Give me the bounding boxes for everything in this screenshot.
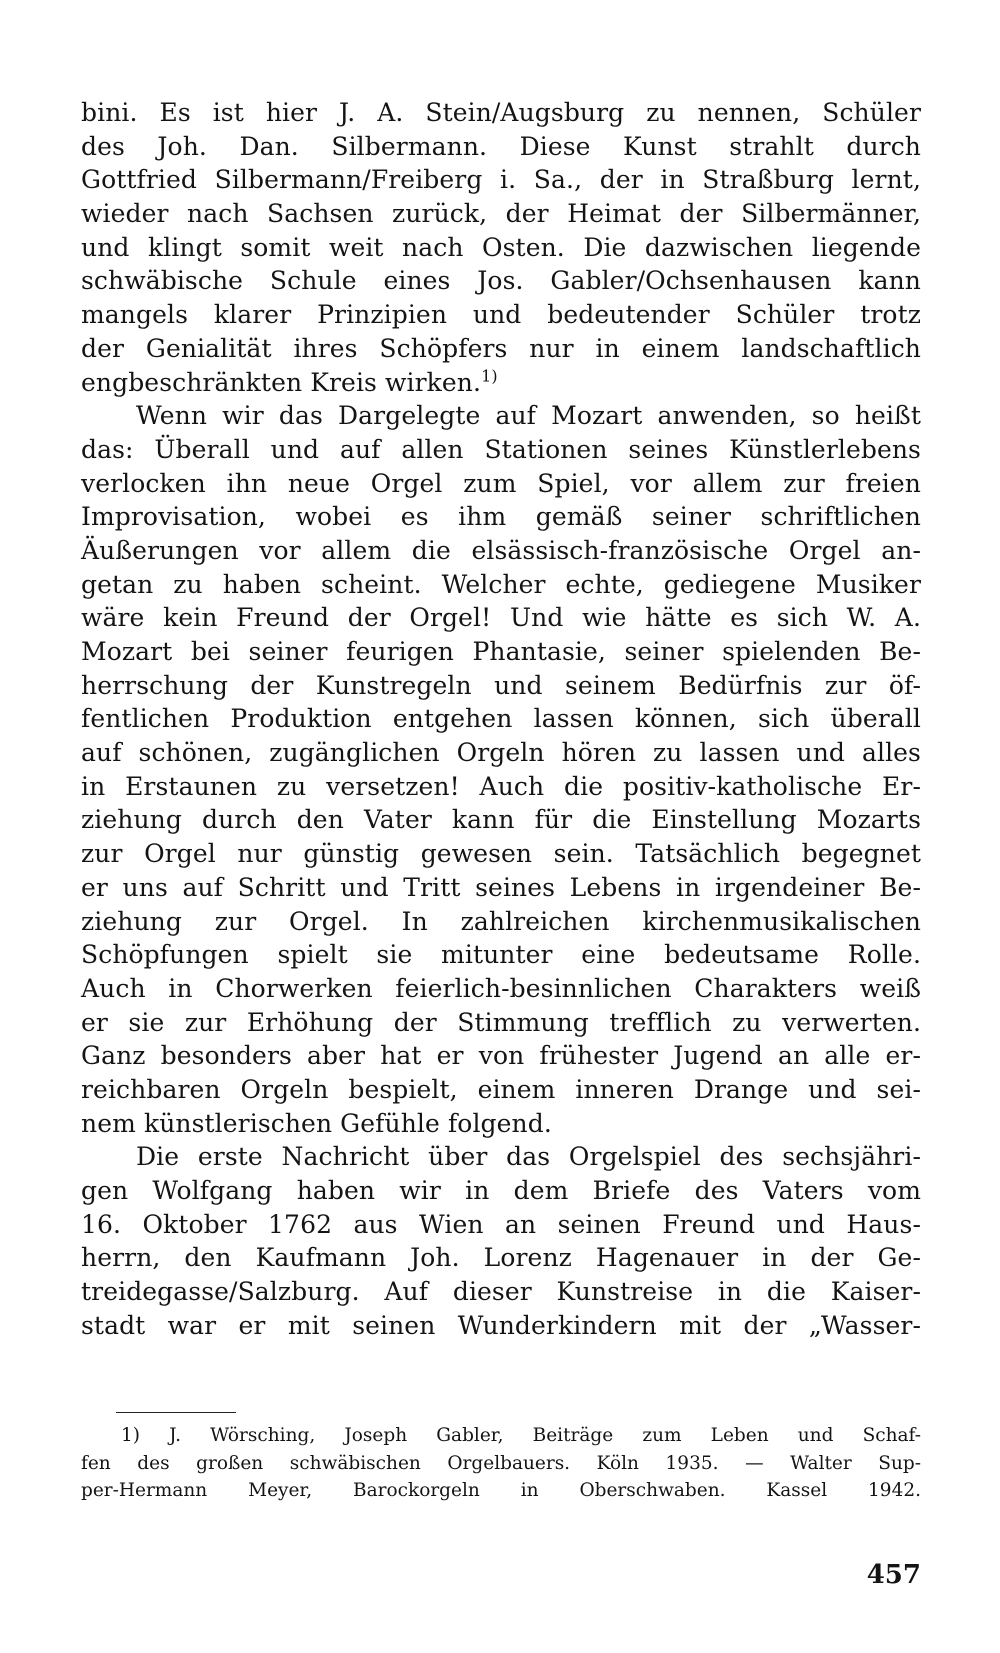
text-line: herrschung der Kunstregeln und seinem Bedürfnis zur öf-	[81, 670, 921, 700]
text-line: er sie zur Erhöhung der Stimmung trefflich zu verwerten.	[81, 1007, 921, 1037]
text-line: wieder nach Sachsen zurück, der Heimat der Silbermänner,	[81, 199, 921, 229]
paragraph-start-line: Die erste Nachricht über das Orgelspiel des sechsjähri-	[136, 1142, 921, 1172]
text-line: gen Wolfgang haben wir in dem Briefe des Vaters vom	[81, 1176, 921, 1205]
text-line	[81, 366, 921, 400]
text-line: Mozart bei seiner feurigen Phantasie, seiner spielenden Be-	[81, 637, 921, 666]
text-line: ziehung zur Orgel. In zahlreichen kirchenmusikalischen	[81, 906, 921, 936]
text-line: fentlichen Produktion entgehen lassen können, sich überall	[81, 704, 921, 734]
text-line: Auch in Chorwerken feierlich-besinnlichen Charakters weiß	[81, 973, 921, 1003]
text-line: mangels klarer Prinzipien und bedeutender Schüler trotz	[81, 300, 921, 330]
text-line: des Joh. Dan. Silbermann. Diese Kunst strahlt durch	[81, 131, 921, 161]
text-line: 16. Oktober 1762 aus Wien an seinen Freund und Haus-	[81, 1209, 921, 1239]
text-line: zur Orgel nur günstig gewesen sein. Tatsächlich begegnet	[81, 839, 921, 869]
text-line: Ganz besonders aber hat er von frühester Jugend an alle er-	[81, 1041, 921, 1071]
paragraph-start-line: Wenn wir das Dargelegte auf Mozart anwenden, so heißt	[136, 401, 921, 431]
text-line: bini. Es ist hier J. A. Stein/Augsburg zu nennen, Schüler	[81, 98, 921, 127]
text-line: verlocken ihn neue Orgel zum Spiel, vor allem zur freien	[81, 468, 921, 498]
text-line: herrn, den Kaufmann Joh. Lorenz Hagenauer in der Ge-	[81, 1243, 921, 1273]
text-line: Gottfried Silbermann/Freiberg i. Sa., der in Straßburg lernt,	[81, 165, 921, 195]
text-line: in Erstaunen zu versetzen! Auch die positiv-katholische Er-	[81, 771, 921, 801]
text-line: treidegasse/Salzburg. Auf dieser Kunstreise in die Kaiser-	[81, 1277, 921, 1307]
text-line: Schöpfungen spielt sie mitunter eine bedeutsame Rolle.	[81, 940, 921, 970]
text-line: getan zu haben scheint. Welcher echte, gediegene Musiker	[81, 569, 921, 599]
text-line: auf schönen, zugänglichen Orgeln hören zu lassen und alles	[81, 738, 921, 768]
text-line: er uns auf Schritt und Tritt seines Lebens in irgendeiner Be-	[81, 872, 921, 902]
footnote-line: 1) J. Wörsching, Joseph Gabler, Beiträge zum Leben und Schaf-	[121, 1425, 921, 1446]
text-line-content: engbeschränkten Kreis wirken.	[81, 367, 482, 397]
text-line: Improvisation, wobei es ihm gemäß seiner schriftlichen	[81, 502, 921, 532]
text-line: reichbaren Orgeln bespielt, einem inneren Drange und sei-	[81, 1074, 921, 1104]
footnote-line: per-Hermann Meyer, Barockorgeln in Oberschwaben. Kassel 1942.	[81, 1480, 921, 1501]
footnote-divider	[116, 1412, 236, 1413]
text-line: nem künstlerischen Gefühle folgend.	[81, 1108, 552, 1138]
footnote-line: fen des großen schwäbischen Orgelbauers. Köln 1935. — Walter Sup-	[81, 1452, 921, 1474]
text-line: wäre kein Freund der Orgel! Und wie hätte es sich W. A.	[81, 603, 921, 633]
text-line: schwäbische Schule eines Jos. Gabler/Ochsenhausen kann	[81, 266, 921, 296]
page-number: 457	[866, 1560, 921, 1590]
main-text	[81, 96, 921, 1342]
text-line: der Genialität ihres Schöpfers nur in einem landschaftlich	[81, 333, 921, 363]
footnotes	[81, 1422, 921, 1505]
text-line: Äußerungen vor allem die elsässisch-französische Orgel an-	[81, 535, 921, 565]
footnote-reference[interactable]: 1)	[481, 366, 498, 386]
text-line: stadt war er mit seinen Wunderkindern mit der „Wasser-	[81, 1310, 921, 1340]
text-line: und klingt somit weit nach Osten. Die dazwischen liegende	[81, 232, 921, 262]
text-line: ziehung durch den Vater kann für die Einstellung Mozarts	[81, 805, 921, 835]
text-line: das: Überall und auf allen Stationen seines Künstlerlebens	[81, 434, 921, 464]
